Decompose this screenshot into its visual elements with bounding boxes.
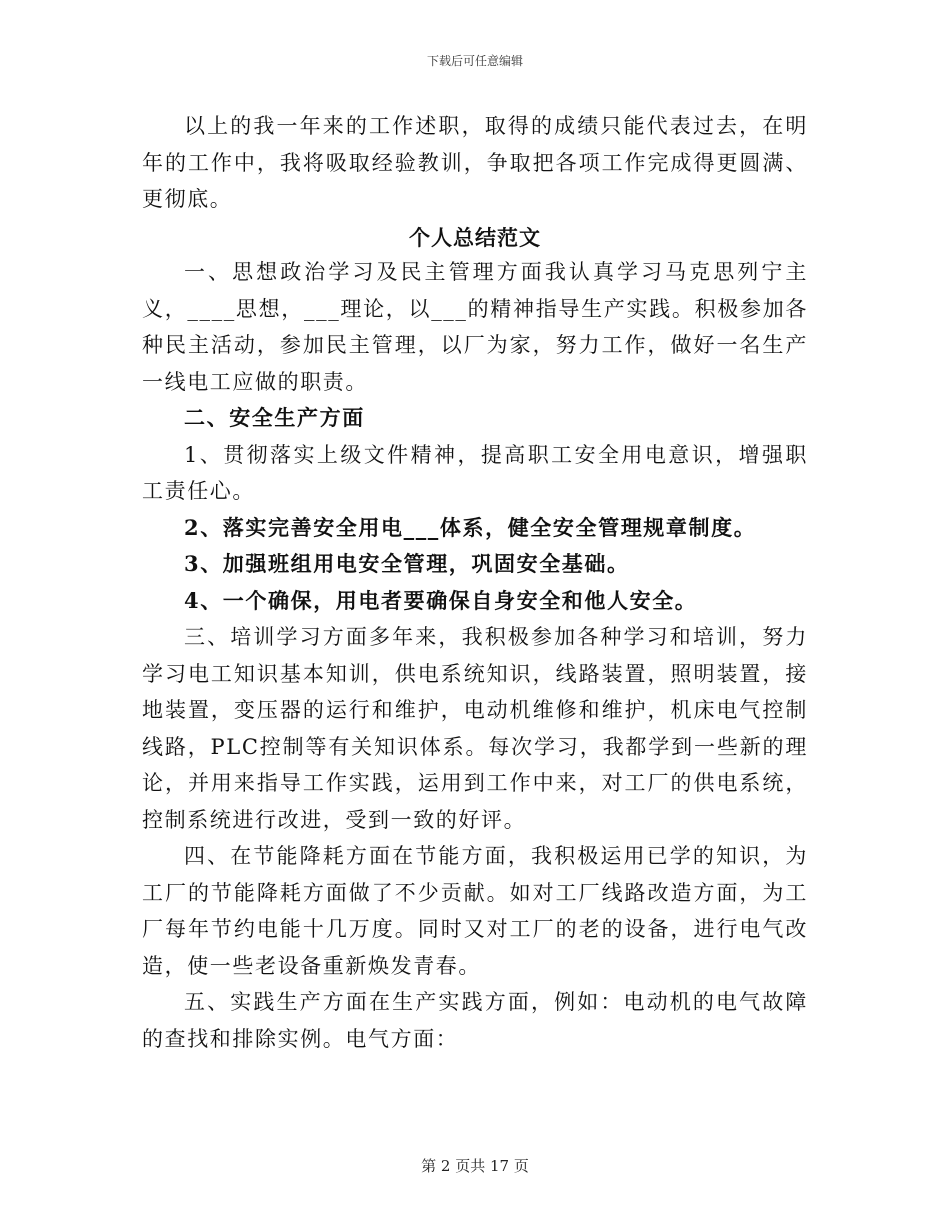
paragraph-safety-item-1: 1、贯彻落实上级文件精神，提高职工安全用电意识，增强职工责任心。 xyxy=(142,442,808,503)
document-title: 个人总结范文 xyxy=(409,224,541,250)
safety-item-2: 2、落实完善安全用电___体系，健全安全管理规章制度。 xyxy=(184,514,757,540)
paragraph-training: 三、培训学习方面多年来，我积极参加各种学习和培训，努力学习电工知识基本知训，供电系统知识，线路装置，照明装置，接地装置，变压器的运行和维护，电动机维修和维护，机床电气控制线路，PLC控制等有关知识体系。每次学习，我都学到一些新的理论，并用来指导工作实践，运用到工作中来，对工厂的供电系统，控制系统进行改进，受到一致的好评。 xyxy=(142,625,808,832)
paragraph-energy-saving: 四、在节能降耗方面在节能方面，我积极运用已学的知识，为工厂的节能降耗方面做了不少贡献。如对工厂线路改造方面，为工厂每年节约电能十几万度。同时又对工厂的老的设备，进行电气改造，使一些老设备重新焕发青春。 xyxy=(142,844,808,978)
document-body xyxy=(142,108,808,1057)
safety-item-3: 3、加强班组用电安全管理，巩固安全基础。 xyxy=(184,551,630,576)
paragraph-practice: 五、实践生产方面在生产实践方面，例如：电动机的电气故障的查找和排除实例。电气方面： xyxy=(142,990,808,1051)
page-footer: 第 2 页共 17 页 xyxy=(421,1157,529,1175)
paragraph-political-study: 一、思想政治学习及民主管理方面我认真学习马克思列宁主义，____思想，___理论，以___的精神指导生产实践。积极参加各种民主活动，参加民主管理，以厂为家，努力工作，做好一名生产一线电工应做的职责。 xyxy=(142,260,808,394)
safety-item-4: 4、一个确保，用电者要确保自身安全和他人安全。 xyxy=(184,587,698,613)
section-heading-safety: 二、安全生产方面 xyxy=(184,405,365,430)
page-header: 下载后可任意编辑 xyxy=(426,54,523,68)
paragraph-conclusion: 以上的我一年来的工作述职，取得的成绩只能代表过去，在明年的工作中，我将吸取经验教训，争取把各项工作完成得更圆满、更彻底。 xyxy=(142,114,808,211)
